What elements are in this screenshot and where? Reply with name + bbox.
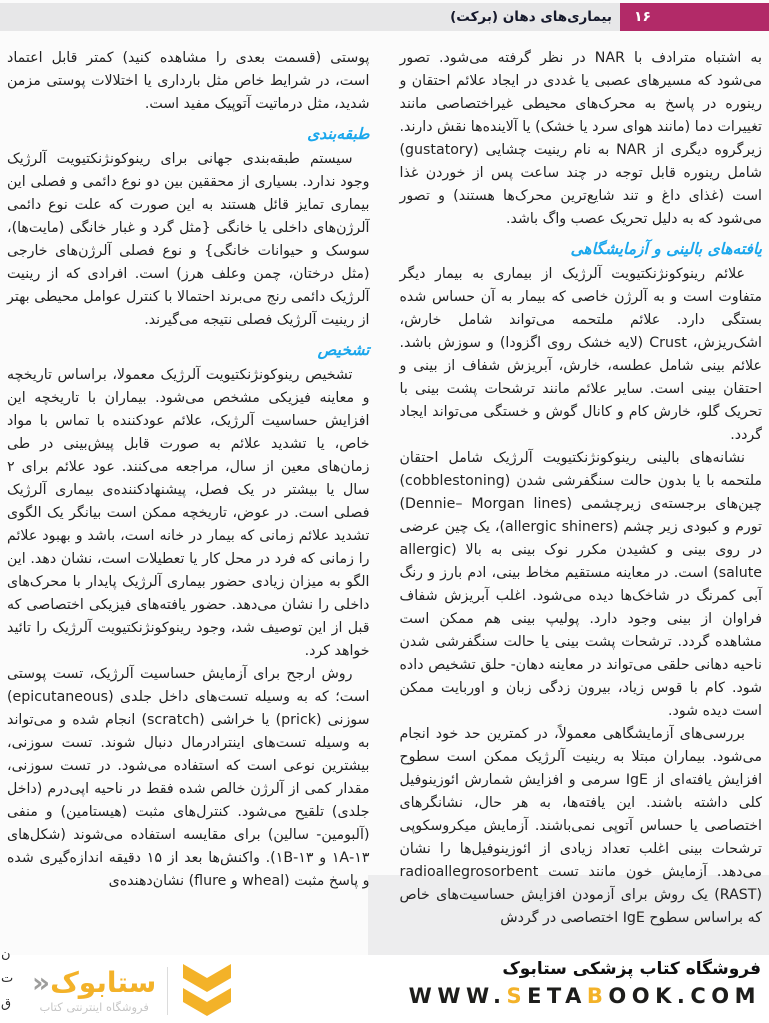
store-url bbox=[409, 984, 761, 1008]
page-body bbox=[7, 47, 762, 957]
url-part: WWW. bbox=[408, 984, 507, 1008]
logo-subtitle: فروشگاه اینترنتی کتاب bbox=[39, 1000, 149, 1014]
url-part: ETA bbox=[527, 984, 587, 1008]
section-heading-diagnosis: تشخیص bbox=[317, 341, 370, 359]
url-part: OOK.COM bbox=[608, 984, 761, 1008]
setabook-logo bbox=[32, 962, 235, 1020]
paragraph: نشانه‌های بالینی رینوکونژنکتیویت آلرژیک شامل احتقان ملتحمه با یا بدون حالت سنگفرشی شدن (cobblestoning) چین‌های برجسته‌ی زیرچشمی (Dennie– Morgan lines) تورم و کبودی زیر چشم (allergic shiners)، یک چین عرضی در روی بینی و کشیدن مکرر نوک بینی به بالا (allergic salute) است. در معاینه مستقیم مخاط بینی، ادم بارز و رنگ آبی کمرنگ در شاخک‌ها دیده می‌شود. اغلب آبریزش شفاف فراوان از بینی وجود دارد. پولیپ بینی هم ممکن است مشاهده گردد. ترشحات پشت بینی یا حالت سنگفرشی شدن ناحیه دهانی حلقی می‌تواند در معاینه دهان- حلق تشخیص داده شود. کام با قوس زیاد، بیرون زدگی زبان و اوربایت ممکن است دیده شود. bbox=[399, 450, 762, 719]
paragraph: سیستم طبقه‌بندی جهانی برای رینوکونژنکتیویت آلرژیک وجود ندارد. بسیاری از محققین بین دو نوع دائمی و فصلی این بیماری تمایز قائل هستند به این صورت که علت نوع دائمی آلرژن‌های داخلی یا خانگی {مثل گرد و غبار خانگی (مایت‌ها)، سوسک و حیوانات خانگی} و نوع فصلی آلرژن‌های خارجی (مثل درختان، چمن وعلف هرز) است. افرادی که از رینیت آلرژیک دائمی رنج می‌برند احتمالا با کنترل عوامل محیطی بهتر از رینیت آلرژیک فصلی نتیجه می‌گیرند. bbox=[7, 151, 370, 328]
logo-wordmark bbox=[32, 968, 156, 998]
paragraph: روش ارجح برای آزمایش حساسیت آلرژیک، تست پوستی است؛ که به وسیله تست‌های داخل جلدی (epicutaneous) سوزنی (prick) یا خراشی (scratch) انجام شده و می‌تواند به وسیله تست‌های اینترادرمال دنبال شوند. تست سوزنی، بیشترین نوعی است که استفاده می‌شود. در تست سوزنی، مقدار کمی از آلرژن خالص شده فقط در ناحیه اپی‌درم (داخل جلدی) تلقیح می‌شود. کنترل‌های مثبت (هیستامین) و منفی (آلبومین- سالین) برای مقایسه استفاده می‌شوند (شکل‌های ۱۳-۱A و ۱۳-۱B). واکنش‌ها بعد از ۱۵ دقیقه اندازه‌گیری شده و پاسخ مثبت (wheal و flure) نشان‌دهنده‌ی bbox=[7, 666, 370, 889]
paragraph: به اشتباه مترادف با NAR در نظر گرفته می‌شود. تصور می‌شود که مسیرهای عصبی یا غددی در ایجاد علائم احتقان و رینوره در پاسخ به محرک‌های محیطی غیراختصاصی مانند تغییرات دما (مانند هوای سرد یا خشک) یا آلاینده‌ها نقش دارند. زیرگروه دیگری از NAR به نام رینیت چشایی (gustatory) شامل رینوره قابل توجه در چند ساعت پس از خوردن غذا است (غذای داغ و تند شایع‌ترین محرک‌ها هستند) و تصور می‌شود که به دلیل تحریک عصب واگ باشد. bbox=[399, 50, 762, 227]
left-column bbox=[7, 47, 370, 957]
paragraph: بررسی‌های آزمایشگاهی معمولاً، در کمترین حد خود انجام می‌شود. بیماران مبتلا به رینیت آلرژیک ممکن است سطوح افزایش یافته‌ای از IgE سرمی و افزایش شمارش ائوزینوفیل کلی داشته باشند. این یافته‌ها، به هر حال، نشانگرهای اختصاصی یا حساس آتوپی نمی‌باشند. آزمایش میکروسکوپی ترشحات بینی اغلب تعداد زیادی از ائوزینوفیل‌ها را نشان می‌دهد. آزمایش خون مانند تست radioallegrosorbent (RAST) یک روش برای آزمودن افزایش حساسیت‌های خاص که براساس سطوح IgE اختصاصی در گردش bbox=[399, 726, 763, 926]
book-title: بیماری‌های دهان (برکت) bbox=[450, 9, 612, 25]
double-chevron-down-icon bbox=[179, 962, 235, 1020]
page-number-badge bbox=[620, 3, 769, 31]
section-heading-clinical-findings: یافته‌های بالینی و آزمایشگاهی bbox=[570, 240, 762, 258]
section-heading-classification: طبقه‌بندی bbox=[307, 125, 370, 143]
logo-wordmark-text: ستابوک bbox=[50, 966, 157, 999]
paragraph: پوستی (قسمت بعدی را مشاهده کنید) کمتر قابل اعتماد است، در شرایط خاص مثل بارداری یا اختلالات پوستی مزمن شدید، مثل درماتیت آتوپیک مفید است. bbox=[7, 50, 370, 112]
url-part-accent: S bbox=[506, 984, 528, 1008]
cutoff-text-fragment: ق bbox=[1, 996, 12, 1011]
cutoff-text-fragment: ن bbox=[1, 947, 11, 962]
page-footer bbox=[0, 955, 769, 1023]
cutoff-text-fragment: ت bbox=[1, 971, 14, 986]
page-header bbox=[0, 3, 769, 31]
page-number: ۱۶ bbox=[634, 9, 652, 25]
paragraph: علائم رینوکونژنکتیویت آلرژیک از بیماری به بیمار دیگر متفاوت است و به آلرژن خاصی که بیمار به آن حساس شده بستگی دارد. علائم ملتحمه می‌تواند شامل خارش، اشک‌ریزش، Crust (لایه خشک روی اگزودا) و سوزش باشد. علائم بینی شامل عطسه، خارش، آبریزش شفاف از بینی و احتقان بینی است. سایر علائم مانند ترشحات پشت بینی با تحریک گلو، خارش کام و کانال گوش و خستگی می‌تواند ایجاد گردد. bbox=[399, 266, 762, 443]
right-column bbox=[400, 47, 763, 957]
url-part-accent: B bbox=[586, 984, 609, 1008]
paragraph: تشخیص رینوکونژنکتیویت آلرژیک معمولا، براساس تاریخچه و معاینه فیزیکی مشخص می‌شود. بیماران با تاریخچه این افزایش حساسیت آلرژیک، علائم عودکننده با تماس با مواد خاص، یا تشدید علائم به صورت قابل پیش‌بینی در طی زمان‌های معین از سال، مراجعه می‌کنند. عود علائم برای ۲ سال یا بیشتر در یک فصل، پیشنهادکننده‌ی بیماری آلرژیک فصلی است. در عوض، تاریخچه ممکن است بیانگر یک الگوی تشدید علائم زمانی که بیمار در خانه است، باشد و بهبود علائم را زمانی که فرد در محل کار یا تعطیلات است، نشان دهد. این الگو به میزان زیادی حضور بیماری آلرژیک پایدار با محرک‌های داخلی را نشان می‌دهد. حضور یافته‌های فیزیکی اختصاصی که قبل از این توصیف شد، وجود رینوکونژنکتیویت آلرژیک را تائید خواهد کرد. bbox=[7, 367, 370, 659]
store-info bbox=[409, 959, 761, 1008]
logo-quote-mark: « bbox=[32, 966, 51, 999]
store-title: فروشگاه کتاب پزشکی ستابوک bbox=[502, 959, 761, 979]
logo-divider bbox=[167, 967, 168, 1015]
header-bar bbox=[0, 3, 620, 31]
logo-wordmark-block bbox=[32, 968, 156, 1014]
